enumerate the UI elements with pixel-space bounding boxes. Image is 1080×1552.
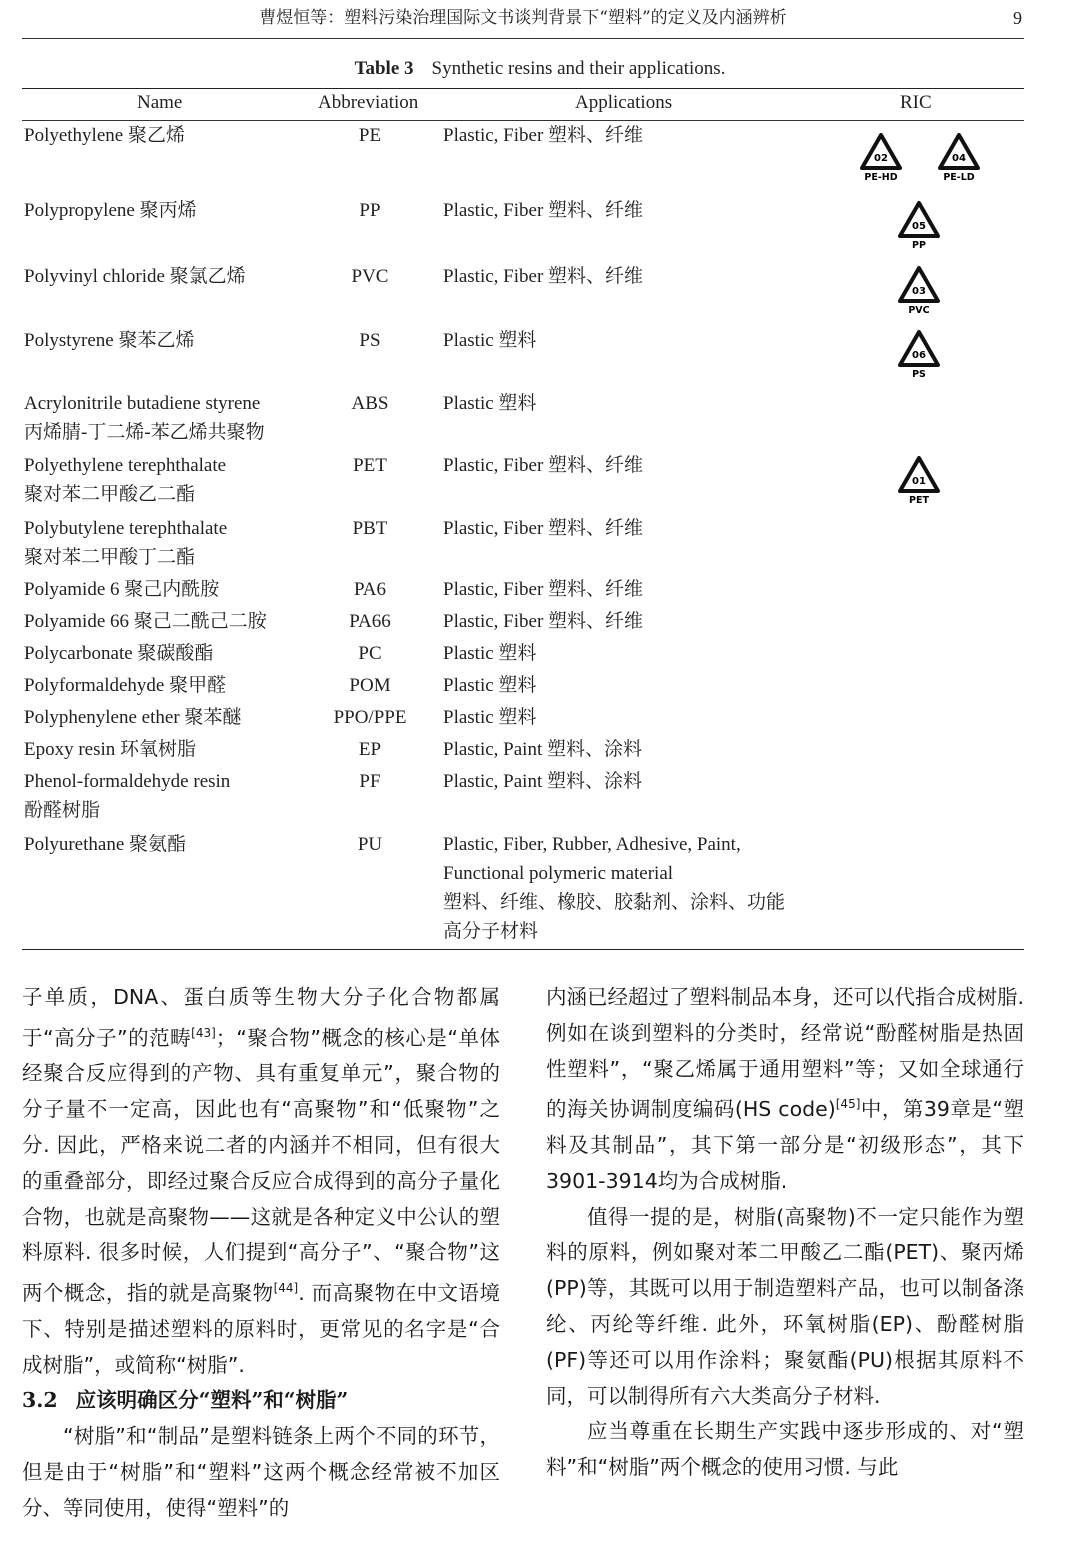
cell-applications xyxy=(443,196,863,225)
cell-applications xyxy=(443,451,863,480)
recycling-triangle-icon xyxy=(896,200,942,250)
table-bottom-rule xyxy=(22,949,1024,950)
cell-abbreviation: EP xyxy=(358,739,382,760)
cell-abbreviation: PA66 xyxy=(349,611,391,632)
cell-name xyxy=(24,830,314,859)
body-paragraph: 子单质，DNA、蛋白质等生物大分子化合物都属于“高分子”的范畴[43]；“聚合物”概念的核心是“单体经聚合反应得到的产物、具有重复单元”，聚合物的分子量不一定高，因此也有“高聚物”和“低聚物”之分. 因此，严格来说二者的内涵并不相同，但有很大的重叠部分，即经过聚合反应合成得到的高分子量化合物，也就是高聚物——这就是各种定义中公认的塑料原料. 很多时候，人们提到“高分子”、“聚合物”这两个概念，指的就是高聚物[44]. 而高聚物在中文语境下、特别是描述塑料的原料时，更常见的名字是“合成树脂”，或简称“树脂”. xyxy=(22,985,500,1377)
cell-name xyxy=(24,196,314,225)
cell-applications-line: Functional polymeric material xyxy=(443,863,674,884)
table-top-rule xyxy=(22,88,1024,89)
cell-abbreviation: PP xyxy=(359,200,381,221)
cell-name xyxy=(24,451,314,509)
cell-applications-line: Plastic 塑料 xyxy=(443,675,537,696)
cell-applications xyxy=(443,703,863,732)
cell-applications xyxy=(443,639,863,668)
cell-name xyxy=(24,607,314,636)
cell-applications-line: Plastic, Fiber 塑料、纤维 xyxy=(443,266,644,287)
column-header-abbreviation: Abbreviation xyxy=(318,92,419,113)
ric-code: 02 xyxy=(874,153,888,164)
column-header-applications: Applications xyxy=(575,92,673,113)
cell-applications xyxy=(443,671,863,700)
section-heading xyxy=(22,1383,500,1419)
cell-name xyxy=(24,703,314,732)
ric-code: 06 xyxy=(912,350,926,361)
cell-abbreviation: PF xyxy=(359,771,381,792)
cell-applications-line: Plastic 塑料 xyxy=(443,330,537,351)
cell-applications-line: Plastic, Paint 塑料、涂料 xyxy=(443,771,642,792)
cell-abbreviation: PBT xyxy=(352,518,388,539)
cell-abbreviation: ABS xyxy=(351,393,389,414)
column-header-ric: RIC xyxy=(900,92,932,113)
cell-applications xyxy=(443,607,863,636)
cell-name-line: Epoxy resin 环氧树脂 xyxy=(24,739,197,760)
column-header-name: Name xyxy=(137,92,183,113)
body-paragraph: 应当尊重在长期生产实践中逐步形成的、对“塑料”和“树脂”两个概念的使用习惯. 与此 xyxy=(546,1419,1024,1480)
cell-name xyxy=(24,735,314,764)
cell-name-line: Acrylonitrile butadiene styrene xyxy=(24,393,261,414)
cell-name xyxy=(24,514,314,572)
body-column-right xyxy=(546,980,1024,1486)
cell-name-line: Polyphenylene ether 聚苯醚 xyxy=(24,707,242,728)
cell-name xyxy=(24,767,314,825)
table-label: Table 3 xyxy=(354,58,414,79)
ric-label: PE-LD xyxy=(943,172,975,182)
cell-applications-line: Plastic 塑料 xyxy=(443,393,537,414)
ric-label: PET xyxy=(909,495,929,505)
cell-name xyxy=(24,639,314,668)
section-title: 应该明确区分“塑料”和“树脂” xyxy=(75,1388,349,1413)
cell-applications xyxy=(443,575,863,604)
cell-name-line: Polyamide 66 聚己二酰己二胺 xyxy=(24,611,267,632)
cell-abbreviation: PA6 xyxy=(353,579,387,600)
cell-applications xyxy=(443,514,863,543)
cell-abbreviation: PET xyxy=(353,455,387,476)
recycling-triangle-icon xyxy=(858,132,904,182)
ric-label: PS xyxy=(912,369,926,379)
cell-name-line: Polycarbonate 聚碳酸酯 xyxy=(24,643,214,664)
cell-applications xyxy=(443,389,863,418)
ric-code: 03 xyxy=(912,286,926,297)
cell-name-line: 聚对苯二甲酸乙二酯 xyxy=(24,484,196,505)
cell-applications xyxy=(443,121,863,150)
cell-name-line: Phenol-formaldehyde resin xyxy=(24,771,231,792)
running-header-title: 曹煜恒等：塑料污染治理国际文书谈判背景下“塑料”的定义及内涵辨析 xyxy=(259,8,787,28)
cell-applications-line: Plastic 塑料 xyxy=(443,643,537,664)
cell-abbreviation: PPO/PPE xyxy=(333,707,407,728)
cell-abbreviation: PS xyxy=(359,330,381,351)
ric-label: PVC xyxy=(908,305,930,315)
cell-name-line: Polypropylene 聚丙烯 xyxy=(24,200,197,221)
body-paragraph: “树脂”和“制品”是塑料链条上两个不同的环节，但是由于“树脂”和“塑料”这两个概念经常被不加区分、等同使用，使得“塑料”的 xyxy=(22,1424,500,1520)
cell-name-line: Polyamide 6 聚己内酰胺 xyxy=(24,579,220,600)
ric-label: PE-HD xyxy=(864,172,898,182)
body-paragraph: 内涵已经超过了塑料制品本身，还可以代指合成树脂. 例如在谈到塑料的分类时，经常说“酚醛树脂是热固性塑料”，“聚乙烯属于通用塑料”等；又如全球通行的海关协调制度编码(HS code)[45]中，第39章是“塑料及其制品”，其下第一部分是“初级形态”，其下3901-3914均为合成树脂. xyxy=(546,985,1025,1193)
cell-applications-line: Plastic, Fiber 塑料、纤维 xyxy=(443,125,644,146)
cell-name xyxy=(24,326,314,355)
cell-applications-line: Plastic, Fiber 塑料、纤维 xyxy=(443,200,644,221)
cell-applications-line: Plastic, Fiber 塑料、纤维 xyxy=(443,579,644,600)
recycling-triangle-icon xyxy=(936,132,982,182)
cell-applications-line: Plastic, Fiber, Rubber, Adhesive, Paint, xyxy=(443,834,741,855)
cell-name-line: 酚醛树脂 xyxy=(24,800,101,821)
cell-name xyxy=(24,262,314,291)
cell-applications-line: Plastic, Paint 塑料、涂料 xyxy=(443,739,642,760)
cell-abbreviation: POM xyxy=(349,675,391,696)
section-number: 3.2 xyxy=(22,1388,58,1413)
cell-name-line: Polybutylene terephthalate xyxy=(24,518,228,539)
cell-name-line: Polyethylene 聚乙烯 xyxy=(24,125,185,146)
cell-name xyxy=(24,671,314,700)
cell-applications-line: Plastic, Fiber 塑料、纤维 xyxy=(443,611,644,632)
cell-name-line: 聚对苯二甲酸丁二酯 xyxy=(24,547,196,568)
cell-abbreviation: PC xyxy=(358,643,382,664)
cell-abbreviation: PE xyxy=(358,125,382,146)
ric-code: 04 xyxy=(952,153,966,164)
cell-name xyxy=(24,121,314,150)
cell-name-line: 丙烯腈-丁二烯-苯乙烯共聚物 xyxy=(24,422,265,443)
cell-name-line: Polyformaldehyde 聚甲醛 xyxy=(24,675,227,696)
body-paragraph: 值得一提的是，树脂(高聚物)不一定只能作为塑料的原料，例如聚对苯二甲酸乙二酯(PET)、聚丙烯(PP)等，其既可以用于制造塑料产品，也可以制备涤纶、丙纶等纤维. 此外，环氧树脂(EP)、酚醛树脂(PF)等还可以用作涂料；聚氨酯(PU)根据其原料不同，可以制得所有六大类高分子材料. xyxy=(546,1204,1024,1408)
cell-applications-line: 高分子材料 xyxy=(443,921,539,942)
body-column-left xyxy=(22,980,500,1527)
cell-applications xyxy=(443,767,863,796)
cell-applications-line: 塑料、纤维、橡胶、胶黏剂、涂料、功能 xyxy=(443,892,786,913)
cell-applications xyxy=(443,262,863,291)
recycling-triangle-icon xyxy=(896,265,942,315)
cell-applications-line: Plastic, Fiber 塑料、纤维 xyxy=(443,518,644,539)
cell-name-line: Polyvinyl chloride 聚氯乙烯 xyxy=(24,266,246,287)
cell-applications-line: Plastic, Fiber 塑料、纤维 xyxy=(443,455,644,476)
cell-abbreviation: PU xyxy=(357,834,383,855)
cell-name xyxy=(24,575,314,604)
cell-name xyxy=(24,389,314,447)
cell-applications xyxy=(443,830,863,946)
cell-name-line: Polystyrene 聚苯乙烯 xyxy=(24,330,195,351)
cell-applications xyxy=(443,326,863,355)
ric-label: PP xyxy=(912,240,926,250)
page-number: 9 xyxy=(1013,8,1022,28)
cell-abbreviation: PVC xyxy=(351,266,389,287)
table-caption-text: Synthetic resins and their applications. xyxy=(431,58,726,79)
cell-name-line: Polyethylene terephthalate xyxy=(24,455,227,476)
cell-applications-line: Plastic 塑料 xyxy=(443,707,537,728)
recycling-triangle-icon xyxy=(896,455,942,505)
cell-name-line: Polyurethane 聚氨酯 xyxy=(24,834,187,855)
recycling-triangle-icon xyxy=(896,329,942,379)
ric-code: 05 xyxy=(912,221,926,232)
table-caption xyxy=(0,58,1080,80)
cell-applications xyxy=(443,735,863,764)
ric-code: 01 xyxy=(912,476,926,487)
running-header xyxy=(22,6,1024,39)
